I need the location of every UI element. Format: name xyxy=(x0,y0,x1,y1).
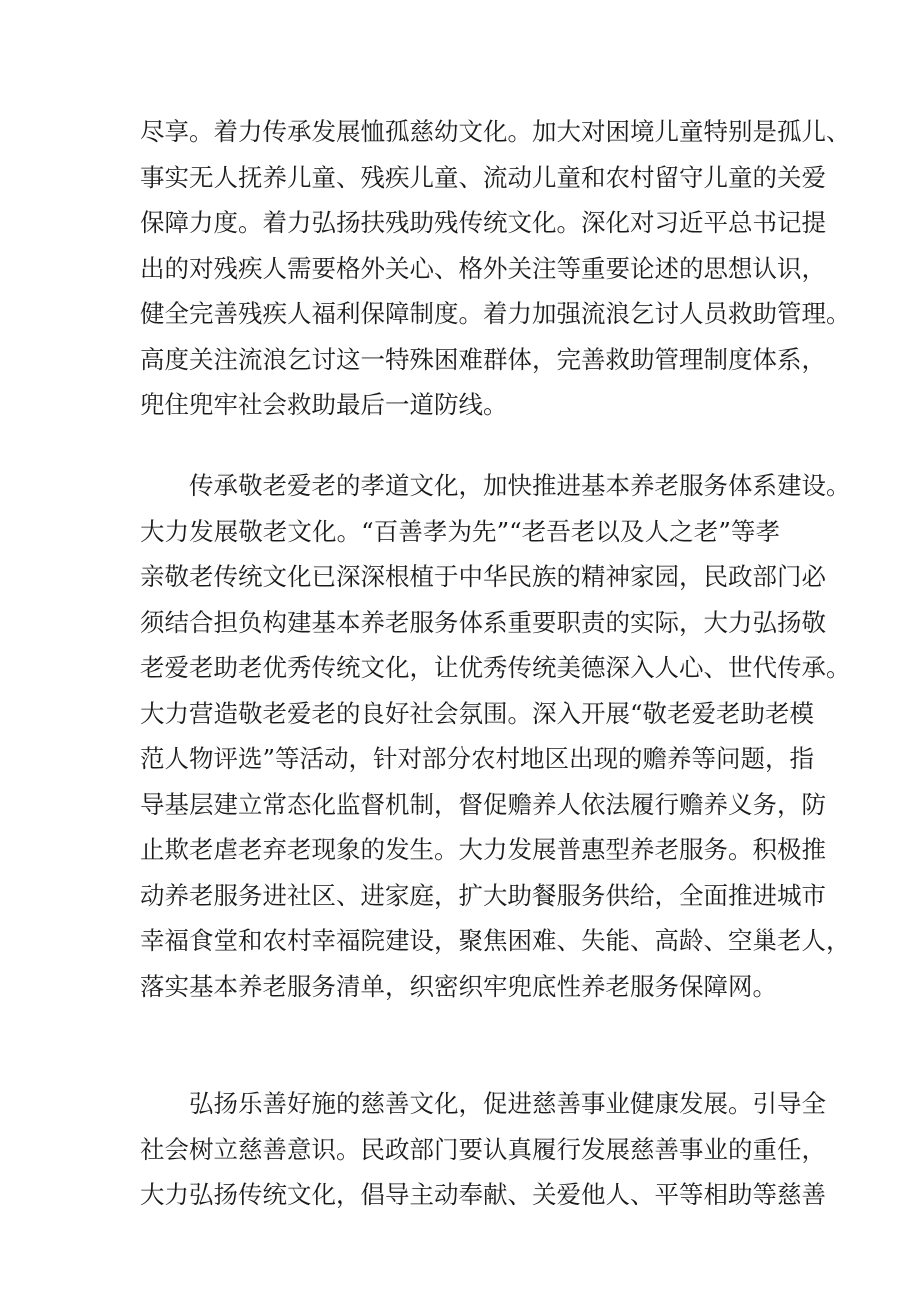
text-line: 范人物评选”等活动，针对部分农村地区出现的赡养等问题，指 xyxy=(140,744,815,773)
text-line: 事实无人抚养儿童、残疾儿童、流动儿童和农村留守儿童的关爱 xyxy=(140,162,826,192)
paragraph-3 xyxy=(140,1081,826,1218)
text-line: 传承敬老爱老的孝道文化，加快推进基本养老服务体系建设。 xyxy=(189,471,851,500)
paragraph-2 xyxy=(140,463,851,1009)
text-line: 出的对残疾人需要格外关心、格外关注等重要论述的思想认识， xyxy=(140,253,826,283)
text-line: 大力发展敬老文化。“百善孝为先”“老吾老以及人之老”等孝 xyxy=(140,516,780,546)
text-line: 保障力度。着力弘扬扶残助残传统文化。深化对习近平总书记提 xyxy=(140,208,826,237)
text-line: 止欺老虐老弃老现象的发生。大力发展普惠型养老服务。积极推 xyxy=(140,835,826,864)
text-line: 大力弘扬传统文化，倡导主动奉献、关爱他人、平等相助等慈善 xyxy=(140,1180,826,1209)
text-line: 高度关注流浪乞讨这一特殊困难群体，完善救助管理制度体系， xyxy=(140,344,826,374)
text-line: 尽享。着力传承发展恤孤慈幼文化。加大对困境儿童特别是孤儿、 xyxy=(140,117,851,146)
text-line: 落实基本养老服务清单，织密织牢兜底性养老服务保障网。 xyxy=(140,971,777,1001)
text-line: 弘扬乐善好施的慈善文化，促进慈善事业健康发展。引导全 xyxy=(189,1089,826,1118)
text-line: 社会树立慈善意识。民政部门要认真履行发展慈善事业的重任， xyxy=(140,1134,826,1164)
text-line: 幸福食堂和农村幸福院建设，聚焦困难、失能、高龄、空巢老人， xyxy=(140,926,851,955)
text-line: 导基层建立常态化监督机制，督促赡养人依法履行赡养义务，防 xyxy=(140,789,826,819)
text-line: 健全完善残疾人福利保障制度。着力加强流浪乞讨人员救助管理。 xyxy=(140,299,851,328)
text-line: 老爱老助老优秀传统文化，让优秀传统美德深入人心、世代传承。 xyxy=(140,653,851,682)
text-line: 兜住兜牢社会救助最后一道防线。 xyxy=(140,390,508,419)
text-line: 亲敬老传统文化已深深根植于中华民族的精神家园，民政部门必 xyxy=(140,562,826,591)
text-line: 大力营造敬老爱老的良好社会氛围。深入开展“敬老爱老助老模 xyxy=(140,698,815,728)
paragraph-1 xyxy=(140,109,851,428)
text-line: 须结合担负构建基本养老服务体系重要职责的实际，大力弘扬敬 xyxy=(140,607,826,637)
text-line: 动养老服务进社区、进家庭，扩大助餐服务供给，全面推进城市 xyxy=(140,880,826,910)
